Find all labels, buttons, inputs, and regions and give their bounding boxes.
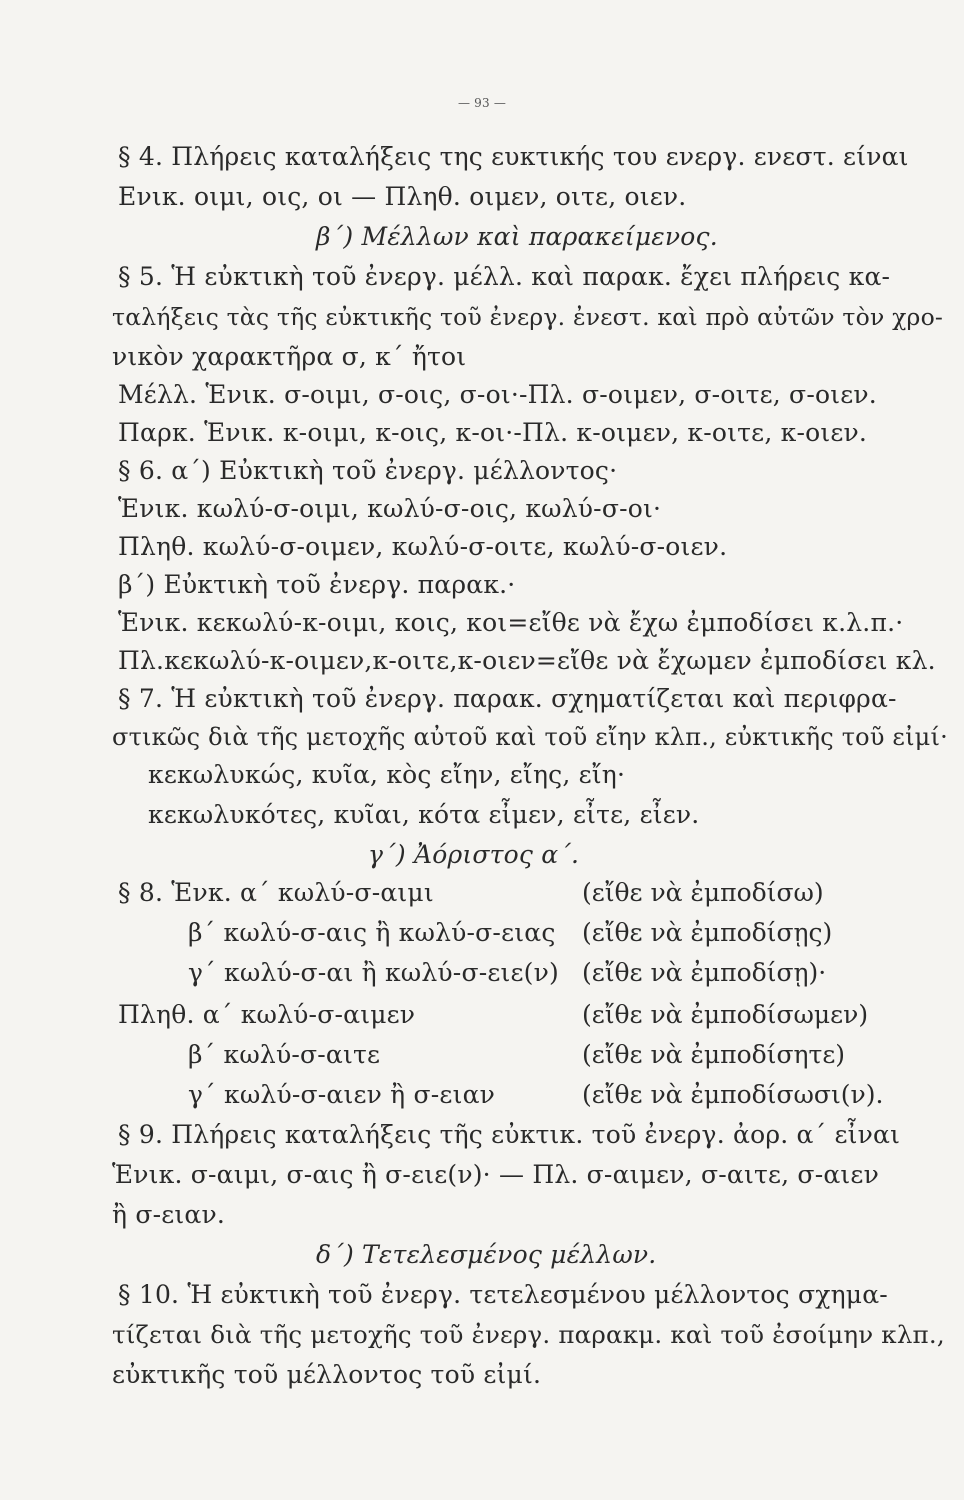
paragraph-6-heading: § 6. α΄) Εὐκτικὴ τοῦ ἐνεργ. μέλλοντος· [118,456,618,485]
paragraph-8-row-5: β΄ κωλύ-σ-αιτε [188,1040,381,1069]
paragraph-8-row-3-translation: (εἴθε νὰ ἐμποδίσῃ)· [582,958,827,987]
paragraph-5-line-2: ταλήξεις τὰς τῆς εὐκτικῆς τοῦ ἐνεργ. ἐνεστ. καὶ πρὸ αὐτῶν τὸν χρο- [112,303,944,331]
section-heading-delta: δ΄) Τετελεσμένος μέλλων. [316,1240,657,1269]
paragraph-9-line-2: Ἑνικ. σ-αιμι, σ-αις ἢ σ-ειε(ν)· — Πλ. σ-αιμεν, σ-αιτε, σ-αιεν [112,1160,879,1189]
paragraph-8-row-2: β΄ κωλύ-σ-αις ἢ κωλύ-σ-ειας [188,918,556,947]
paragraph-8-row-6: γ΄ κωλύ-σ-αιεν ἢ σ-ειαν [188,1080,496,1109]
paragraph-10-line-2: τίζεται διὰ τῆς μετοχῆς τοῦ ἐνεργ. παρακμ. καὶ τοῦ ἐσοίμην κλπ., [112,1320,945,1349]
paragraph-7-singular-forms: κεκωλυκώς, κυῖα, κὸς εἴην, εἴης, εἴη· [148,760,626,789]
paragraph-4-line-1: § 4. Πλήρεις καταλήξεις της ευκτικής του ενεργ. ενεστ. είναι [118,142,909,171]
paragraph-4-line-2: Ενικ. οιμι, οις, οι — Πληθ. οιμεν, οιτε, οιεν. [118,182,687,211]
paragraph-7-line-2: στικῶς διὰ τῆς μετοχῆς αὐτοῦ καὶ τοῦ εἴην κλπ., εὐκτικῆς τοῦ εἰμί· [112,723,948,751]
paragraph-6-beta-plural: Πλ.κεκωλύ-κ-οιμεν,κ-οιτε,κ-οιεν=εἴθε νὰ ἔχωμεν ἐμποδίσει κλ. [118,646,936,675]
page-number: — 93 — [457,96,507,110]
paragraph-5-line-3: νικὸν χαρακτῆρα σ, κ΄ ἤτοι [112,342,467,371]
paragraph-6-beta-singular: Ἑνικ. κεκωλύ-κ-οιμι, κοις, κοι=εἴθε νὰ ἔχω ἐμποδίσει κ.λ.π.· [118,608,904,637]
paragraph-8-row-4-translation: (εἴθε νὰ ἐμποδίσωμεν) [582,1000,869,1029]
section-heading-beta: β΄) Μέλλων καὶ παρακείμενος. [316,222,718,251]
paragraph-8-row-5-translation: (εἴθε νὰ ἐμποδίσητε) [582,1040,846,1069]
paragraph-7-line-1: § 7. Ἡ εὐκτικὴ τοῦ ἐνεργ. παρακ. σχηματίζεται καὶ περιφρα- [118,684,897,713]
paragraph-5-line-1: § 5. Ἡ εὐκτικὴ τοῦ ἐνεργ. μέλλ. καὶ παρακ. ἔχει πλήρεις κα- [118,262,891,291]
paragraph-8-row-1: § 8. Ἑνκ. α΄ κωλύ-σ-αιμι [118,878,434,907]
paragraph-8-row-6-translation: (εἴθε νὰ ἐμποδίσωσι(ν). [582,1080,884,1109]
paragraph-6-beta-heading: β΄) Εὐκτικὴ τοῦ ἐνεργ. παρακ.· [118,570,516,599]
paragraph-8-row-1-translation: (εἴθε νὰ ἐμποδίσω) [582,878,824,907]
paragraph-10-line-1: § 10. Ἡ εὐκτικὴ τοῦ ἐνεργ. τετελεσμένου μέλλοντος σχημα- [118,1280,888,1309]
future-forms-line: Μέλλ. Ἑνικ. σ-οιμι, σ-οις, σ-οι·-Πλ. σ-οιμεν, σ-οιτε, σ-οιεν. [118,380,877,409]
paragraph-8-row-3: γ΄ κωλύ-σ-αι ἢ κωλύ-σ-ειε(ν) [188,958,559,987]
paragraph-7-plural-forms: κεκωλυκότες, κυῖαι, κότα εἶμεν, εἶτε, εἶεν. [148,800,700,829]
paragraph-6-plural: Πληθ. κωλύ-σ-οιμεν, κωλύ-σ-οιτε, κωλύ-σ-οιεν. [118,532,728,561]
paragraph-10-line-3: εὐκτικῆς τοῦ μέλλοντος τοῦ εἰμί. [112,1360,542,1389]
paragraph-9-line-3: ἢ σ-ειαν. [112,1200,226,1229]
paragraph-6-singular: Ἑνικ. κωλύ-σ-οιμι, κωλύ-σ-οις, κωλύ-σ-οι· [118,494,662,523]
perfect-forms-line: Παρκ. Ἑνικ. κ-οιμι, κ-οις, κ-οι·-Πλ. κ-οιμεν, κ-οιτε, κ-οιεν. [118,418,868,447]
paragraph-8-row-2-translation: (εἴθε νὰ ἐμποδίσῃς) [582,918,833,947]
section-heading-gamma: γ΄) Ἀόριστος α΄. [368,840,580,869]
paragraph-8-row-4: Πληθ. α΄ κωλύ-σ-αιμεν [118,1000,416,1029]
paragraph-9-line-1: § 9. Πλήρεις καταλήξεις τῆς εὐκτικ. τοῦ ἐνεργ. ἀορ. α΄ εἶναι [118,1120,901,1149]
